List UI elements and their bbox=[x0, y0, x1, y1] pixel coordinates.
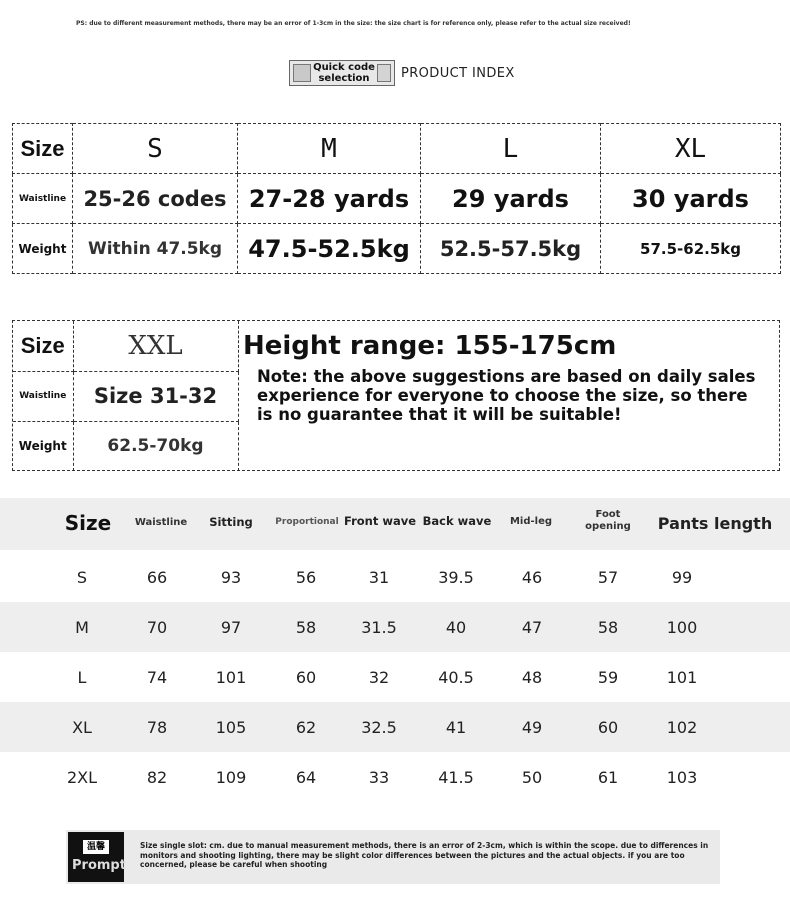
cell-foot-opening: 61 bbox=[597, 768, 619, 787]
xxl-weight-label: Weight bbox=[13, 421, 73, 471]
waistline-s: 25-26 codes bbox=[73, 174, 238, 224]
cell-sitting: 101 bbox=[215, 668, 247, 687]
cell-waistline: 70 bbox=[146, 618, 168, 637]
cell-mid-leg: 47 bbox=[521, 618, 543, 637]
header-sitting: Sitting bbox=[209, 515, 253, 529]
weight-m: 47.5-52.5kg bbox=[238, 224, 421, 274]
cell-waistline: 74 bbox=[146, 668, 168, 687]
cell-size: L bbox=[77, 668, 87, 687]
waistline-m: 27-28 yards bbox=[238, 174, 421, 224]
table-row bbox=[0, 552, 790, 602]
size-s: S bbox=[73, 124, 238, 174]
cell-pants-length: 99 bbox=[671, 568, 693, 587]
product-index-header bbox=[289, 60, 515, 86]
cell-size: S bbox=[76, 568, 88, 587]
header-proportional: Proportional bbox=[275, 517, 339, 527]
size-header: Size bbox=[13, 124, 73, 174]
cell-pants-length: 101 bbox=[666, 668, 698, 687]
cell-front-wave: 31 bbox=[368, 568, 390, 587]
cell-size: 2XL bbox=[66, 768, 98, 787]
cell-front-wave: 31.5 bbox=[361, 618, 397, 637]
weight-label: Weight bbox=[13, 224, 73, 274]
cell-pants-length: 103 bbox=[666, 768, 698, 787]
cell-back-wave: 40 bbox=[445, 618, 467, 637]
weight-s: Within 47.5kg bbox=[73, 224, 238, 274]
cell-sitting: 97 bbox=[220, 618, 242, 637]
weight-xxl: 62.5-70kg bbox=[73, 421, 238, 471]
suggestion-note: Note: the above suggestions are based on daily sales experience for everyone to choose the size, so there is no guarantee that it will be suitable! bbox=[257, 367, 756, 424]
cell-mid-leg: 50 bbox=[521, 768, 543, 787]
xxl-suggestion-panel bbox=[12, 320, 780, 471]
measure-table-header bbox=[0, 498, 790, 550]
quick-code-label: Quick code selection bbox=[313, 62, 375, 84]
prompt-notice bbox=[66, 830, 720, 884]
header-size: Size bbox=[64, 511, 112, 535]
xxl-waistline-label: Waistline bbox=[13, 371, 73, 421]
waistline-xl: 30 yards bbox=[601, 174, 781, 224]
cell-size: XL bbox=[72, 718, 92, 737]
cell-foot-opening: 60 bbox=[597, 718, 619, 737]
cell-front-wave: 32 bbox=[368, 668, 390, 687]
cell-sitting: 105 bbox=[215, 718, 247, 737]
ps-note: PS: due to different measurement methods, there may be an error of 1-3cm in the size: the size chart is for reference only, please refer to the actual size received! bbox=[76, 20, 631, 27]
size-m: M bbox=[238, 124, 421, 174]
header-pants-length: Pants length bbox=[657, 514, 773, 533]
header-foot-opening: Foot opening bbox=[585, 509, 631, 532]
cell-proportional: 56 bbox=[295, 568, 317, 587]
size-suggestion-table bbox=[12, 123, 781, 274]
cell-back-wave: 39.5 bbox=[438, 568, 474, 587]
prompt-badge bbox=[68, 832, 124, 882]
cell-proportional: 60 bbox=[295, 668, 317, 687]
cell-back-wave: 40.5 bbox=[438, 668, 474, 687]
table-row bbox=[0, 652, 790, 702]
cell-pants-length: 100 bbox=[666, 618, 698, 637]
size-row bbox=[13, 124, 781, 174]
qrcode-icon bbox=[293, 64, 311, 82]
size-l: L bbox=[421, 124, 601, 174]
cell-proportional: 62 bbox=[295, 718, 317, 737]
cell-proportional: 58 bbox=[295, 618, 317, 637]
table-row bbox=[0, 702, 790, 752]
cell-front-wave: 33 bbox=[368, 768, 390, 787]
cell-foot-opening: 59 bbox=[597, 668, 619, 687]
xxl-size-header: Size bbox=[13, 321, 73, 371]
header-waistline: Waistline bbox=[134, 517, 188, 528]
cell-waistline: 66 bbox=[146, 568, 168, 587]
header-mid-leg: Mid-leg bbox=[509, 516, 553, 527]
waistline-label: Waistline bbox=[13, 174, 73, 224]
cell-pants-length: 102 bbox=[666, 718, 698, 737]
table-row bbox=[0, 602, 790, 652]
cell-sitting: 93 bbox=[220, 568, 242, 587]
cell-foot-opening: 57 bbox=[597, 568, 619, 587]
cell-back-wave: 41.5 bbox=[438, 768, 474, 787]
cell-waistline: 82 bbox=[146, 768, 168, 787]
prompt-text: Size single slot: cm. due to manual measurement methods, there is an error of 2-3cm, which is within the scope. due to differences in monitors and shooting lighting, there may be slight color differences between the pictures and the actual objects. if you are too concerned, please be careful when shooting bbox=[140, 841, 709, 869]
weight-row bbox=[13, 224, 781, 274]
table-row bbox=[0, 752, 790, 802]
prompt-badge-zh: 温馨 bbox=[83, 840, 109, 854]
prompt-badge-word: Prompt bbox=[72, 858, 126, 873]
barcode-icon bbox=[377, 64, 391, 82]
cell-size: M bbox=[75, 618, 89, 637]
header-front-wave: Front wave bbox=[343, 514, 417, 528]
waistline-xxl: Size 31-32 bbox=[73, 371, 238, 421]
size-xxl: XXL bbox=[73, 321, 238, 371]
cell-foot-opening: 58 bbox=[597, 618, 619, 637]
weight-xl: 57.5-62.5kg bbox=[601, 224, 781, 274]
size-xl: XL bbox=[601, 124, 781, 174]
cell-sitting: 109 bbox=[215, 768, 247, 787]
cell-waistline: 78 bbox=[146, 718, 168, 737]
waistline-l: 29 yards bbox=[421, 174, 601, 224]
product-index-title: PRODUCT INDEX bbox=[401, 65, 515, 81]
height-range: Height range: 155-175cm bbox=[243, 331, 617, 361]
header-back-wave: Back wave bbox=[422, 514, 492, 528]
xxl-size-table bbox=[13, 321, 239, 471]
cell-back-wave: 41 bbox=[445, 718, 467, 737]
cell-proportional: 64 bbox=[295, 768, 317, 787]
weight-l: 52.5-57.5kg bbox=[421, 224, 601, 274]
waistline-row bbox=[13, 174, 781, 224]
cell-mid-leg: 49 bbox=[521, 718, 543, 737]
cell-mid-leg: 46 bbox=[521, 568, 543, 587]
quick-code-badge bbox=[289, 60, 395, 86]
cell-mid-leg: 48 bbox=[521, 668, 543, 687]
cell-front-wave: 32.5 bbox=[361, 718, 397, 737]
